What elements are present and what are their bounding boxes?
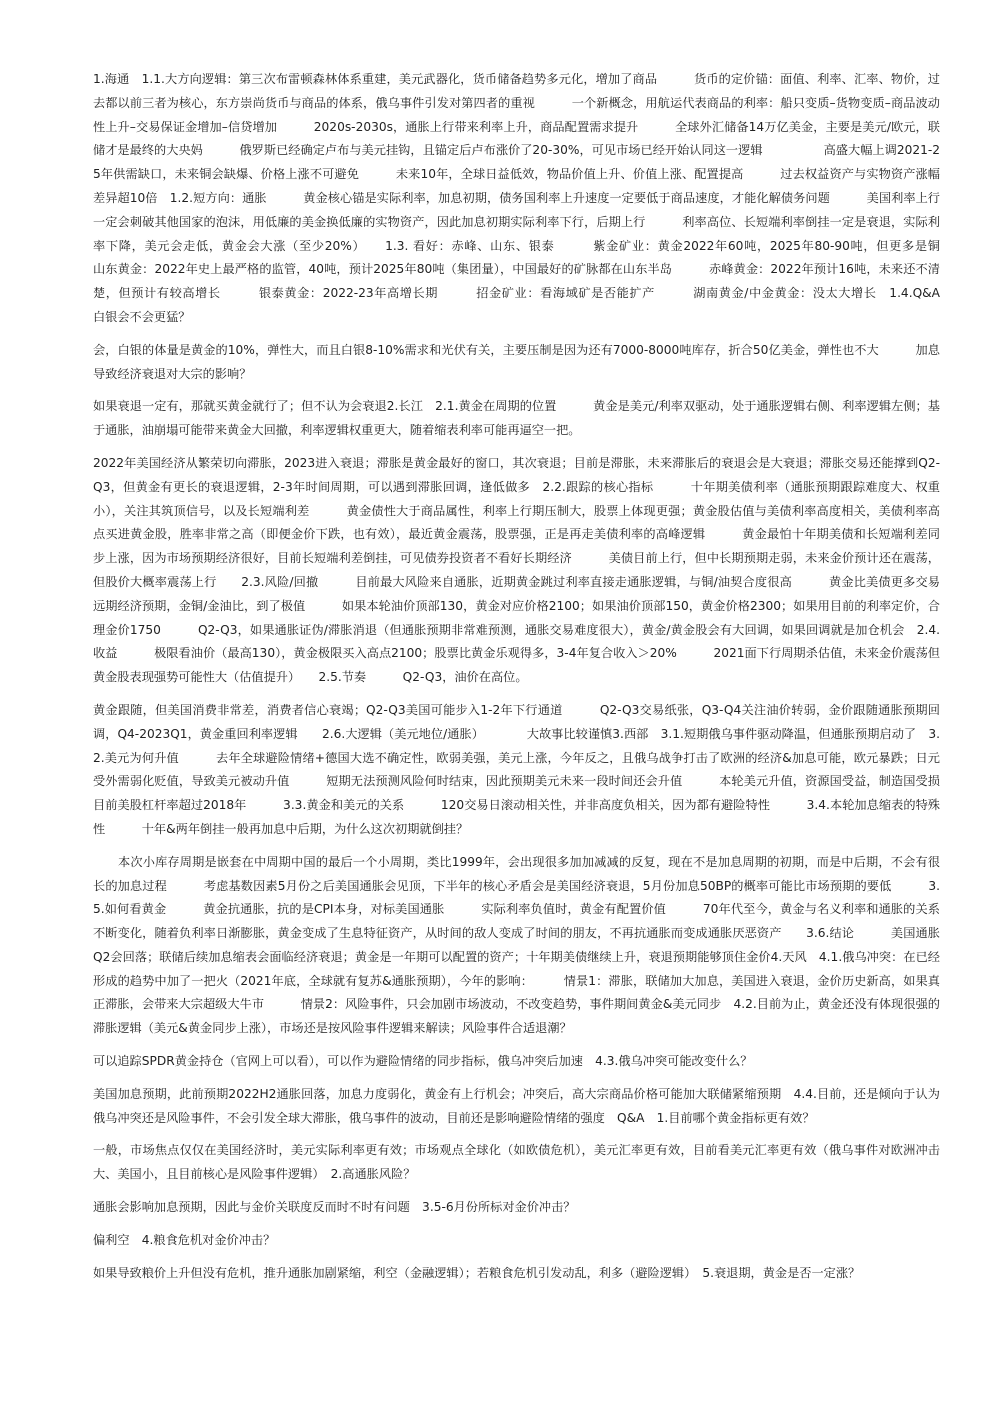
paragraph-3: 如果衰退一定有，那就买黄金就行了；但不认为会衰退2.长江 2.1.黄金在周期的位置 黄金是美元/利率双驱动，处于通胀逻辑右侧、利率逻辑左侧；基于通胀，油崩塌可能带来黄金大回撤，利率逻辑权重更大，随着缩表利率可能再逼空一把。 xyxy=(93,399,940,438)
paragraph-1: 1.海通 1.1.大方向逻辑：第三次布雷顿森林体系重建，美元武器化，货币储备趋势多元化，增加了商品 货币的定价锚：面值、利率、汇率、物价，过去都以前三者为核心，东方崇尚货币与商品的体系，俄乌事件引发对第四者的重视 一个新概念，用航运代表商品的利率：船只变质–货物变质–商品波动性上升–交易保证金增加–信贷增加 2020s-2030s，通胀上行带来利率上升，商品配置需求提升 全球外汇储备14万亿美金，主要是美元/欧元，联储才是最终的大央妈 俄罗斯已经确定卢布与美元挂钩，且锚定后卢布涨价了20-30%，可见市场已经开始认同这一逻辑 高盛大幅上调2021-25年供需缺口，未来铜会缺爆、价格上涨不可避免 未来10年，全球日益低效，物品价值上升、价值上涨、配置提高 过去权益资产与实物资产涨幅差异超10倍 1.2.短方向：通胀 黄金核心锚是实际利率，加息初期，债务国利率上升速度一定要低于商品速度，才能化解债务问题 美国利率上行一定会刺破其他国家的泡沫，用低廉的美金换低廉的实物资产，因此加息初期实际利率下行，后期上行 利率高位、长短端利率倒挂一定是衰退，实际利率下降，美元会走低，黄金会大涨（至少20%） 1.3. 看好：赤峰、山东、银泰 紫金矿业：黄金2022年60吨，2025年80-90吨，但更多是铜 山东黄金：2022年史上最严格的监管，40吨，预计2025年80吨（集团量），中国最好的矿脉都在山东半岛 赤峰黄金：2022年预计16吨，未来还不清楚，但预计有较高增长 银泰黄金：2022-23年高增长期 招金矿业：看海域矿是否能扩产 湖南黄金/中金黄金：没太大增长 1.4.Q&A 白银会不会更猛？ xyxy=(93,72,977,324)
paragraph-5: 黄金跟随，但美国消费非常差，消费者信心衰竭；Q2-Q3美国可能步入1-2年下行通道 Q2-Q3交易纸张，Q3-Q4关注油价转弱，金价跟随通胀预期回调，Q4-2023Q1，黄金重回利率逻辑 2.6.大逻辑（美元地位/通胀） 大故事比较谨慎3.西部 3.1.短期俄乌事件驱动降温，但通胀预期启动了 3.2.美元为何升值 去年全球避险情绪+德国大选不确定性，欧弱美强，美元上涨，今年反之，且俄乌战争打击了欧洲的经济&加息可能，欧元暴跌；日元受外需弱化贬值，导致美元被动升值 短期无法预测风险何时结束，因此预期美元未来一段时间还会升值 本轮美元升值，资源国受益，制造国受损 目前美股杠杆率超过2018年 3.3.黄金和美元的关系 120交易日滚动相关性，并非高度负相关，因为都有避险特性 3.4.本轮加息缩表的特殊性 十年&两年倒挂一般再加息中后期，为什么这次初期就倒挂？ xyxy=(93,702,977,836)
paragraph-6: 本次小库存周期是嵌套在中周期中国的最后一个小周期，类比1999年，会出现很多加加减减的反复，现在不是加息周期的初期，而是中后期，不会有很长的加息过程 考虑基数因素5月份之后美国通胀会见顶，下半年的核心矛盾会是美国经济衰退，5月份加息50BP的概率可能比市场预期的要低 3.5.如何看黄金 黄金抗通胀，抗的是CPI本身，对标美国通胀 实际利率负值时，黄金有配置价值 70年代至今，黄金与名义利率和通胀的关系不断变化，随着负利率日渐膨胀，黄金变成了生息特征资产，从时间的敌人变成了时间的朋友，不再抗通胀而变成通胀厌恶资产 3.6.结论 美国通胀Q2会回落；联储后续加息缩表会面临经济衰退；黄金是一年期可以配置的资产；十年期美债继续上升，衰退预期能够顶住金价4.天风 4.1.俄乌冲突：在已经形成的趋势中加了一把火（2021年底，全球就有复苏&通胀预期），今年的影响： 情景1：滞胀，联储加大加息，美国进入衰退，金价历史新高，如果真正滞胀，会带来大宗超级大牛市 情景2：风险事件，只会加剧市场波动，不改变趋势，事件期间黄金&美元同步 4.2.目前为止，黄金还没有体现很强的滞胀逻辑（美元&黄金同步上涨），市场还是按风险事件逻辑来解读；风险事件合适退潮？ xyxy=(93,854,940,1036)
paragraph-2: 会，白银的体量是黄金的10%，弹性大，而且白银8-10%需求和光伏有关，主要压制是因为还有7000-8000吨库存，折合50亿美金，弹性也不大 加息导致经济衰退对大宗的影响？ xyxy=(93,342,940,381)
paragraph-8: 美国加息预期，此前预期2022H2通胀回落，加息力度弱化，黄金有上行机会；冲突后，高大宗商品价格可能加大联储紧缩预期 4.4.目前，还是倾向于认为俄乌冲突还是风险事件，不会引发全球大滞胀，俄乌事件的波动，目前还是影响避险情绪的强度 Q&A 1.目前哪个黄金指标更有效？ xyxy=(93,1086,940,1125)
paragraph-12: 如果导致粮价上升但没有危机，推升通胀加剧紧缩，利空（金融逻辑）；若粮食危机引发动乱，利多（避险逻辑） 5.衰退期，黄金是否一定涨？ xyxy=(93,1265,861,1280)
paragraph-4: 2022年美国经济从繁荣切向滞胀，2023进入衰退；滞胀是黄金最好的窗口，其次衰退；目前是滞胀，未来滞胀后的衰退会是大衰退；滞胀交易还能撑到Q2-Q3，但黄金有更长的衰退逻辑，2-3年时间周期，可以遇到滞胀回调，逢低做多 2.2.跟踪的核心指标 十年期美债利率（通胀预期跟踪难度大、权重小），关注其筑顶信号，以及长短端利差 黄金债性大于商品属性，利率上行期压制大，股票上体现更强；黄金股估值与美债利率高度相关，美债利率高点买进黄金股，胜率非常之高（即便金价下跌，也有效），最近黄金震荡，股票强，正是再走美债利率的高峰逻辑 黄金最怕十年期美债和长短端利差同步上涨，因为市场预期经济很好，目前长短端利差倒挂，可见债券投资者不看好长期经济 美债目前上行，但中长期预期走弱，未来金价预计还在震荡，但股价大概率震荡上行 2.3.风险/回撤 目前最大风险来自通胀，近期黄金跳过利率直接走通胀逻辑，与铜/油契合度很高 黄金比美债更多交易远期经济预期，金铜/金油比，到了极值 如果本轮油价顶部130，黄金对应价格2100；如果油价顶部150，黄金价格2300；如果用目前的利率定价，合理金价1750 Q2-Q3，如果通胀证伪/滞胀消退（但通胀预期非常难预测，通胀交易难度很大），黄金/黄金股会有大回调，如果回调就是加仓机会 2.4.收益 极限看油价（最高130），黄金极限买入高点2100；股票比黄金乐观得多，3-4年复合收入＞20% 2021面下行周期杀估值，未来金价震荡但黄金股表现强势可能性大（估值提升） 2.5.节奏 Q2-Q3，油价在高位。 xyxy=(93,455,940,685)
paragraph-7: 可以追踪SPDR黄金持仓（官网上可以看），可以作为避险情绪的同步指标，俄乌冲突后加速 4.3.俄乌冲突可能改变什么？ xyxy=(93,1054,753,1069)
paragraph-9: 一般，市场焦点仅仅在美国经济时，美元实际利率更有效；市场观点全球化（如欧债危机），美元汇率更有效，目前看美元汇率更有效（俄乌事件对欧洲冲击大、美国小，且目前核心是风险事件逻辑） 2.高通胀风险？ xyxy=(93,1143,940,1182)
paragraph-11: 偏利空 4.粮食危机对金价冲击？ xyxy=(93,1232,276,1247)
paragraph-10: 通胀会影响加息预期，因此与金价关联度反而时不时有问题 3.5-6月份所标对金价冲击？ xyxy=(93,1200,576,1215)
